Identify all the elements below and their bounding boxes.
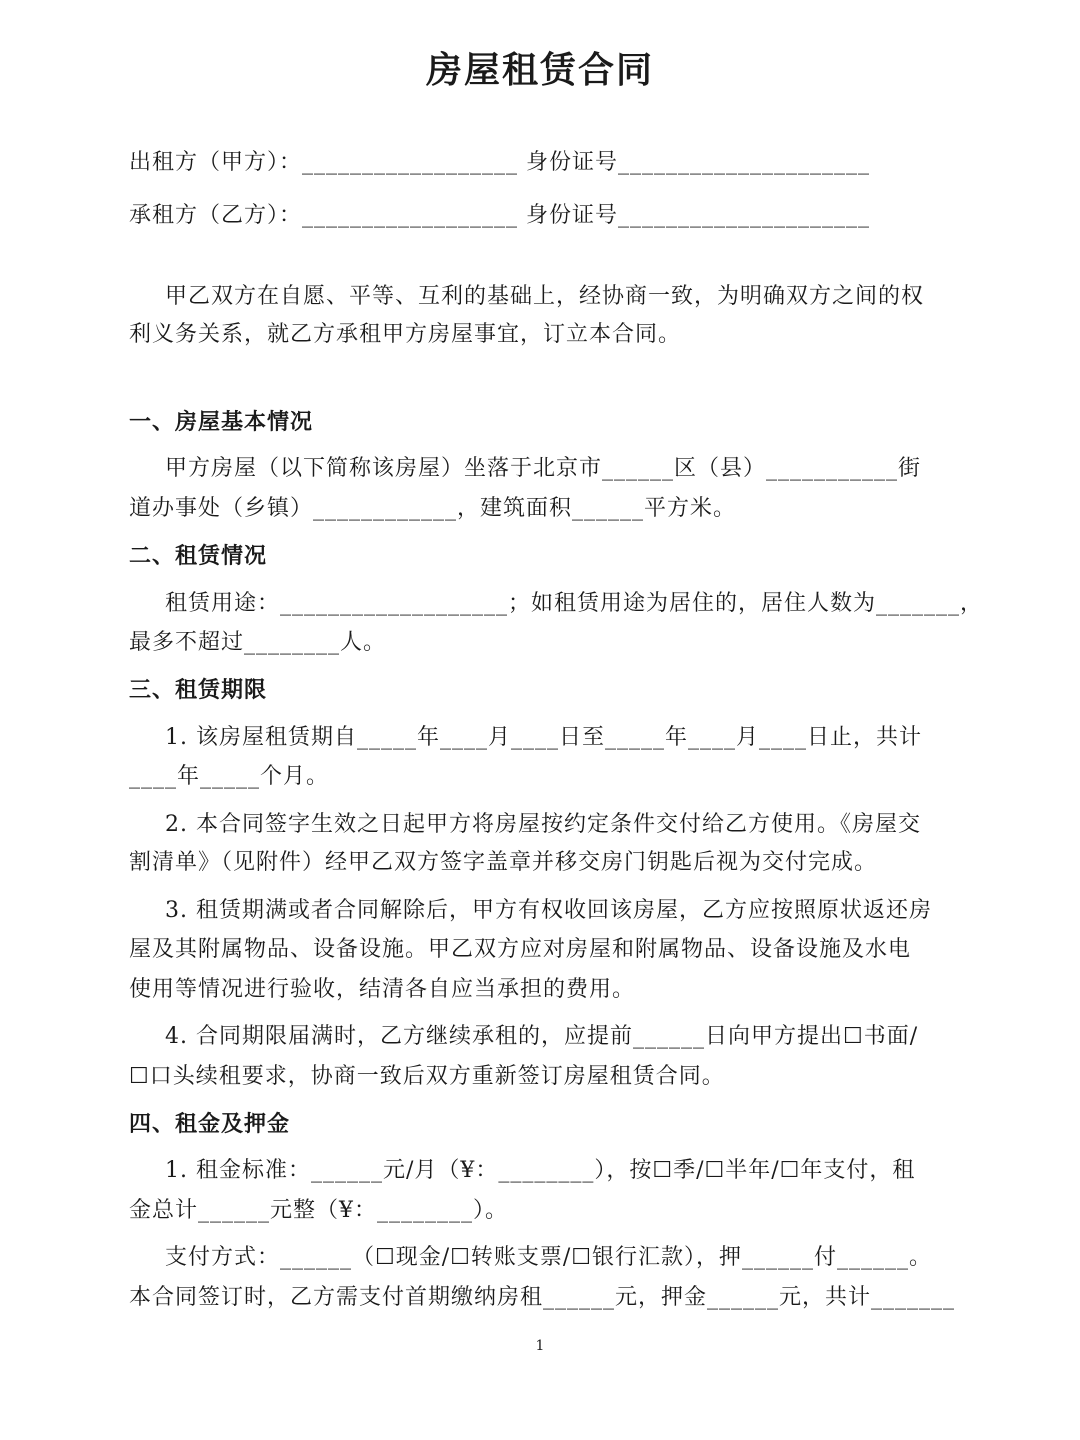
- section-1-heading: 一、房屋基本情况: [129, 409, 314, 435]
- section-3-item-3-line-1: 3. 租赁期满或者合同解除后，甲方有权收回该房屋，乙方应按照原状返还房: [165, 898, 932, 923]
- preamble-line-2: 利义务关系，就乙方承租甲方房屋事宜，订立本合同。: [129, 322, 682, 347]
- section-3-item-3-line-2: 屋及其附属物品、设备设施。甲乙双方应对房屋和附属物品、设备设施及水电: [129, 937, 912, 962]
- lessee-line: 承租方（乙方）：__________________ 身份证号_____________________: [129, 203, 870, 228]
- section-3-item-4-line-1: 4. 合同期限届满时，乙方继续承租的，应提前______日向甲方提出☐书面/: [165, 1024, 919, 1049]
- section-3-item-4-line-2: ☐口头续租要求，协商一致后双方重新签订房屋租赁合同。: [129, 1064, 725, 1089]
- section-3-item-1-line-2: ____年_____个月。: [129, 764, 330, 789]
- section-3-item-1-line-1: 1. 该房屋租赁期自_____年____月____日至_____年____月____日止，共计: [165, 725, 922, 750]
- section-1-line-1: 甲方房屋（以下简称该房屋）坐落于北京市______区（县）___________街: [165, 456, 922, 481]
- page-number: 1: [535, 1338, 545, 1354]
- section-4-heading: 四、租金及押金: [129, 1111, 291, 1137]
- section-2-line-1: 租赁用途：___________________；如租赁用途为居住的，居住人数为_______，: [165, 591, 984, 616]
- section-4-item-1-line-1: 1. 租金标准：______元/月（¥：________），按☐季/☐半年/☐年支付，租: [165, 1158, 916, 1183]
- lessor-line: 出租方（甲方）：__________________ 身份证号_____________________: [129, 150, 870, 175]
- section-3-item-2-line-2: 割清单》（见附件）经甲乙双方签字盖章并移交房门钥匙后视为交付完成。: [129, 850, 878, 875]
- document-title: 房屋租赁合同: [425, 49, 654, 91]
- section-1-line-2: 道办事处（乡镇）____________，建筑面积______平方米。: [129, 496, 737, 521]
- section-4-payment-line-2: 本合同签订时，乙方需支付首期缴纳房租______元，押金______元，共计_______: [129, 1285, 956, 1310]
- section-2-line-2: 最多不超过________人。: [129, 630, 387, 655]
- section-3-heading: 三、租赁期限: [129, 677, 268, 703]
- section-4-item-1-line-2: 金总计______元整（¥：________）。: [129, 1198, 508, 1223]
- preamble-line-1: 甲乙双方在自愿、平等、互利的基础上，经协商一致，为明确双方之间的权: [165, 284, 925, 309]
- section-2-heading: 二、租赁情况: [129, 543, 268, 569]
- section-3-item-2-line-1: 2. 本合同签字生效之日起甲方将房屋按约定条件交付给乙方使用。《房屋交: [165, 812, 921, 837]
- section-4-payment-line-1: 支付方式：______（☐现金/☐转账支票/☐银行汇款），押______付______。: [165, 1245, 932, 1270]
- section-3-item-3-line-3: 使用等情况进行验收，结清各自应当承担的费用。: [129, 977, 636, 1002]
